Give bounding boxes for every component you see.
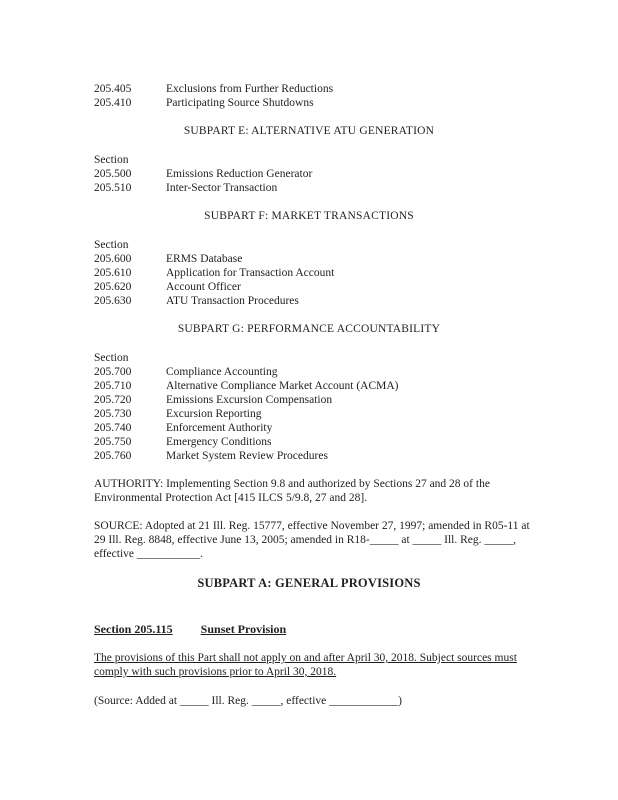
- section-number: 205.510: [94, 182, 132, 194]
- section-number: 205.600: [94, 253, 132, 265]
- section-title: Alternative Compliance Market Account (ACMA): [166, 380, 399, 392]
- section-title: ERMS Database: [166, 253, 243, 265]
- section-number: 205.500: [94, 168, 132, 180]
- section-heading: [94, 622, 286, 636]
- section-title: Exclusions from Further Reductions: [166, 83, 334, 95]
- section-title: ATU Transaction Procedures: [166, 295, 299, 307]
- section-column-label: Section: [94, 352, 129, 364]
- section-body: The provisions of this Part shall not apply on and after April 30, 2018. Subject sources must comply with such provisions prior to April 30, 2018.: [94, 652, 517, 678]
- section-number: 205.630: [94, 295, 132, 307]
- section-number: 205.750: [94, 436, 132, 448]
- section-title: Participating Source Shutdowns: [166, 97, 314, 109]
- section-title: Emissions Excursion Compensation: [166, 394, 333, 406]
- section-heading-number: Section 205.115: [94, 622, 173, 636]
- section-title: Emergency Conditions: [166, 436, 272, 448]
- section-number: 205.760: [94, 450, 132, 462]
- section-title: Excursion Reporting: [166, 408, 262, 420]
- section-number: 205.410: [94, 97, 132, 109]
- section-title: Market System Review Procedures: [166, 450, 328, 462]
- section-number: 205.405: [94, 83, 132, 95]
- section-number: 205.700: [94, 366, 132, 378]
- subpart-a-heading: SUBPART A: GENERAL PROVISIONS: [197, 576, 421, 590]
- section-column-label: Section: [94, 239, 129, 251]
- section-column-label: Section: [94, 154, 129, 166]
- section-number: 205.720: [94, 394, 132, 406]
- section-number: 205.730: [94, 408, 132, 420]
- section-title: Application for Transaction Account: [166, 267, 335, 279]
- section-heading-title: Sunset Provision: [200, 622, 287, 636]
- subpart-f-heading: SUBPART F: MARKET TRANSACTIONS: [204, 210, 414, 222]
- section-number: 205.610: [94, 267, 132, 279]
- subpart-e-heading: SUBPART E: ALTERNATIVE ATU GENERATION: [183, 125, 435, 137]
- section-title: Account Officer: [166, 281, 241, 293]
- section-number: 205.620: [94, 281, 132, 293]
- authority-note: AUTHORITY: Implementing Section 9.8 and authorized by Sections 27 and 28 of the Environmental Protection Act [415 ILCS 5/9.8, 27 and 28].: [94, 478, 490, 504]
- section-source-note: (Source: Added at _____ Ill. Reg. _____, effective ____________): [94, 695, 402, 707]
- subpart-g-heading: SUBPART G: PERFORMANCE ACCOUNTABILITY: [177, 323, 441, 335]
- section-title: Emissions Reduction Generator: [166, 168, 313, 180]
- section-title: Enforcement Authority: [166, 422, 273, 434]
- section-title: Inter-Sector Transaction: [166, 182, 278, 194]
- section-number: 205.710: [94, 380, 132, 392]
- section-title: Compliance Accounting: [166, 366, 278, 378]
- section-number: 205.740: [94, 422, 132, 434]
- source-note: SOURCE: Adopted at 21 Ill. Reg. 15777, effective November 27, 1997; amended in R05-11 at 29 Ill. Reg. 8848, effective June 13, 2005; amended in R18-_____ at _____ Ill. Reg. _____, effective ___________.: [94, 520, 530, 560]
